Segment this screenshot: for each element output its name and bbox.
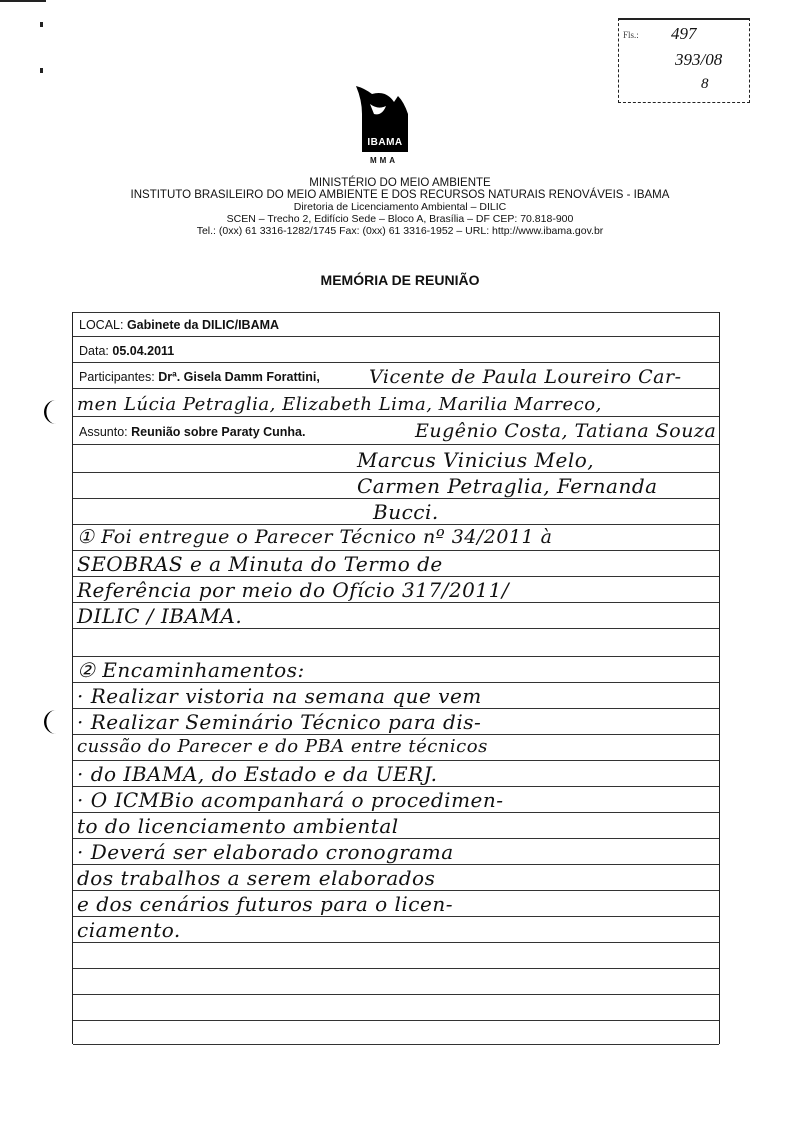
- ministry-name: MINISTÉRIO DO MEIO AMBIENTE: [309, 177, 491, 189]
- handwritten-line: · O ICMBio acompanhará o procedimen-: [77, 788, 504, 812]
- crescent-icon: [40, 708, 62, 736]
- scan-dot: [40, 22, 43, 27]
- logo-text: IBAMA: [367, 137, 403, 148]
- date-value: 05.04.2011: [112, 344, 175, 358]
- page-stamp: [618, 18, 750, 103]
- date-field: [79, 344, 174, 358]
- handwritten-line: Eugênio Costa, Tatiana Souza: [415, 420, 717, 442]
- handwritten-line: ② Encaminhamentos:: [77, 658, 305, 682]
- local-label: LOCAL:: [79, 318, 124, 332]
- handwritten-line: cussão do Parecer e do PBA entre técnicos: [77, 736, 488, 757]
- handwritten-line: Carmen Petraglia, Fernanda: [357, 474, 658, 498]
- date-label: Data:: [79, 344, 109, 358]
- binder-hole-mark: [40, 708, 62, 741]
- participants-field: [79, 370, 320, 384]
- local-value: Gabinete da DILIC/IBAMA: [126, 318, 280, 332]
- ibama-logo: [352, 80, 416, 172]
- document-title: MEMÓRIA DE REUNIÃO: [320, 272, 480, 288]
- subject-value: Reunião sobre Paraty Cunha.: [131, 425, 306, 439]
- letterhead: [0, 177, 800, 237]
- handwritten-line: DILIC / IBAMA.: [77, 604, 243, 628]
- institute-name: INSTITUTO BRASILEIRO DO MEIO AMBIENTE E DOS RECURSOS NATURAIS RENOVÁVEIS - IBAMA: [130, 189, 670, 201]
- handwritten-line: ① Foi entregue o Parecer Técnico nº 34/2011 à: [77, 526, 553, 548]
- local-field: [79, 318, 279, 332]
- handwritten-line: Referência por meio do Ofício 317/2011/: [77, 578, 510, 602]
- handwritten-line: · Realizar Seminário Técnico para dis-: [77, 710, 482, 734]
- handwritten-line: · Realizar vistoria na semana que vem: [77, 684, 482, 708]
- logo-subtext: MMA: [369, 156, 399, 165]
- handwritten-line: men Lúcia Petraglia, Elizabeth Lima, Marilia Marreco,: [77, 394, 602, 415]
- meeting-form: [72, 312, 720, 1044]
- stamp-page-number: 497: [671, 24, 697, 43]
- stamp-label: Fls.:: [623, 30, 639, 40]
- crescent-icon: [40, 398, 62, 426]
- handwritten-line: Marcus Vinicius Melo,: [357, 448, 595, 472]
- participants-value: Drª. Gisela Damm Forattini,: [158, 370, 320, 384]
- stamp-initials: 8: [701, 76, 709, 92]
- handwritten-line: dos trabalhos a serem elaborados: [77, 866, 436, 890]
- binder-hole-mark: [40, 398, 62, 431]
- address-line: SCEN – Trecho 2, Edifício Sede – Bloco A, Brasília – DF CEP: 70.818-900: [226, 213, 574, 225]
- handwritten-line: Bucci.: [373, 500, 439, 524]
- stamp-process-number: 393/08: [675, 50, 723, 69]
- contact-line: Tel.: (0xx) 61 3316-1282/1745 Fax: (0xx) 61 3316-1952 – URL: http://www.ibama.gov.br: [196, 225, 604, 237]
- participants-label: Participantes:: [79, 370, 155, 384]
- handwritten-line: · do IBAMA, do Estado e da UERJ.: [77, 762, 438, 786]
- directorate-name: Diretoria de Licenciamento Ambiental – DILIC: [293, 201, 507, 213]
- scan-edge-mark: [0, 0, 46, 2]
- handwritten-line: to do licenciamento ambiental: [77, 814, 399, 838]
- subject-label: Assunto:: [79, 425, 128, 439]
- handwritten-line: Vicente de Paula Loureiro Car-: [369, 366, 682, 388]
- handwritten-line: e dos cenários futuros para o licen-: [77, 892, 453, 916]
- handwritten-line: · Deverá ser elaborado cronograma: [77, 840, 454, 864]
- handwritten-line: SEOBRAS e a Minuta do Termo de: [77, 552, 443, 576]
- scan-dot: [40, 68, 43, 73]
- subject-field: [79, 425, 305, 439]
- handwritten-line: ciamento.: [77, 918, 181, 942]
